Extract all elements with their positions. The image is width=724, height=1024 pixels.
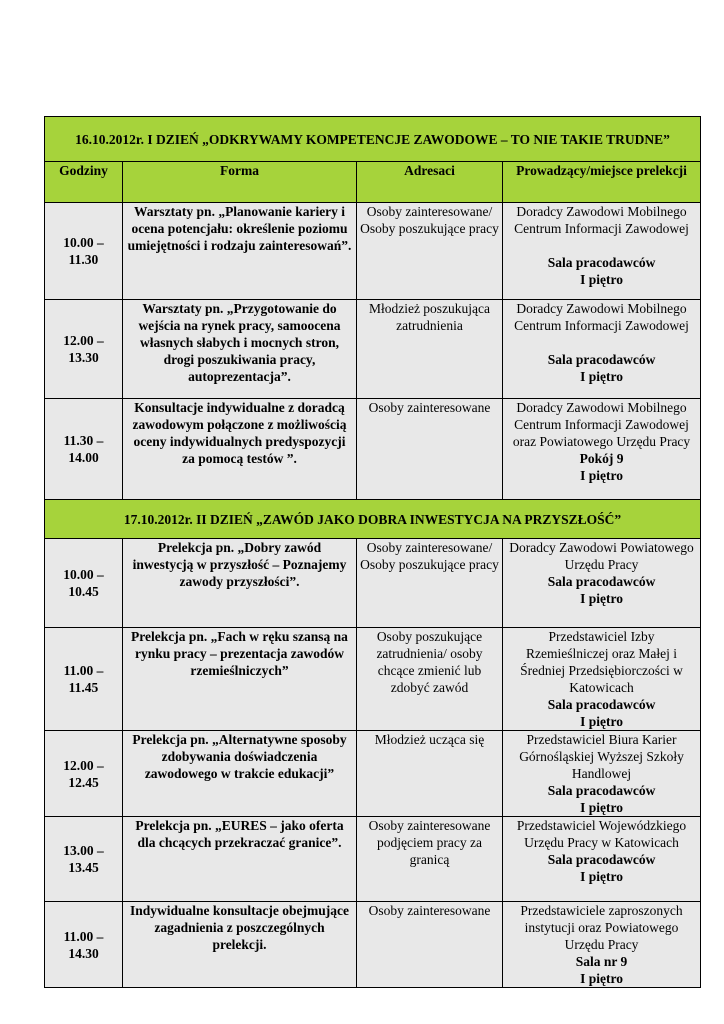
host-cell bbox=[503, 399, 701, 500]
time-cell: 11.00 – 11.45 bbox=[45, 628, 123, 731]
form-cell: Konsultacje indywidualne z doradcą zawodowym połączone z możliwością oceny indywidualnych predyspozycji za pomocą testów ”. bbox=[123, 399, 357, 500]
header-audience: Adresaci bbox=[357, 162, 503, 203]
room-text: Sala pracodawców bbox=[547, 255, 656, 270]
day2-header-row bbox=[45, 500, 701, 539]
host-cell bbox=[503, 628, 701, 731]
table-row bbox=[45, 902, 701, 988]
time-cell: 11.00 – 14.30 bbox=[45, 902, 123, 988]
schedule-table bbox=[44, 116, 701, 988]
form-cell: Prelekcja pn. „Alternatywne sposoby zdobywania doświadczenia zawodowego w trakcie edukacji” bbox=[123, 731, 357, 817]
table-row bbox=[45, 399, 701, 500]
form-cell: Prelekcja pn. „Fach w ręku szansą na rynku pracy – prezentacja zawodów rzemieślniczych” bbox=[123, 628, 357, 731]
form-cell: Indywidualne konsultacje obejmujące zagadnienia z poszczególnych prelekcji. bbox=[123, 902, 357, 988]
audience-cell: Osoby zainteresowane/ Osoby poszukujące pracy bbox=[357, 203, 503, 300]
form-cell: Warsztaty pn. „Planowanie kariery i ocena potencjału: określenie poziomu umiejętności i rodzaju zainteresowań”. bbox=[123, 203, 357, 300]
table-row bbox=[45, 628, 701, 731]
time-cell: 10.00 – 11.30 bbox=[45, 203, 123, 300]
audience-cell: Osoby zainteresowane/ Osoby poszukujące pracy bbox=[357, 539, 503, 628]
host-text: Przedstawiciel Wojewódzkiego Urzędu Pracy w Katowicach bbox=[516, 818, 687, 850]
floor-text: I piętro bbox=[580, 272, 623, 287]
audience-cell: Młodzież ucząca się bbox=[357, 731, 503, 817]
header-hours: Godziny bbox=[45, 162, 123, 203]
host-text: Przedstawiciel Biura Karier Górnośląskiej Wyższej Szkoły Handlowej bbox=[519, 732, 684, 781]
host-text: Doradcy Zawodowi Powiatowego Urzędu Pracy bbox=[509, 540, 694, 572]
day1-title: 16.10.2012r. I DZIEŃ „ODKRYWAMY KOMPETENCJE ZAWODOWE – TO NIE TAKIE TRUDNE” bbox=[45, 117, 701, 162]
form-cell: Prelekcja pn. „EURES – jako oferta dla chcących przekraczać granice”. bbox=[123, 817, 357, 902]
header-form: Forma bbox=[123, 162, 357, 203]
day2-title: 17.10.2012r. II DZIEŃ „ZAWÓD JAKO DOBRA INWESTYCJA NA PRZYSZŁOŚĆ” bbox=[45, 500, 701, 539]
table-row bbox=[45, 539, 701, 628]
host-text: Przedstawiciel Izby Rzemieślniczej oraz Małej i Średniej Przedsiębiorczości w Katowicach bbox=[520, 629, 683, 695]
host-text: Przedstawiciele zaproszonych instytucji oraz Powiatowego Urzędu Pracy bbox=[520, 903, 683, 952]
host-cell bbox=[503, 902, 701, 988]
host-cell bbox=[503, 203, 701, 300]
host-cell bbox=[503, 817, 701, 902]
audience-cell: Osoby zainteresowane bbox=[357, 902, 503, 988]
room-text: Sala pracodawców bbox=[547, 852, 656, 867]
host-cell bbox=[503, 539, 701, 628]
time-cell: 13.00 – 13.45 bbox=[45, 817, 123, 902]
table-row bbox=[45, 817, 701, 902]
table-row bbox=[45, 203, 701, 300]
form-cell: Prelekcja pn. „Dobry zawód inwestycją w przyszłość – Poznajemy zawody przyszłości”. bbox=[123, 539, 357, 628]
time-cell: 12.00 – 12.45 bbox=[45, 731, 123, 817]
form-cell: Warsztaty pn. „Przygotowanie do wejścia na rynek pracy, samoocena własnych słabych i mocnych stron, drogi poszukiwania pracy, autoprezentacja”. bbox=[123, 300, 357, 399]
host-cell bbox=[503, 731, 701, 817]
audience-cell: Osoby poszukujące zatrudnienia/ osoby chcące zmienić lub zdobyć zawód bbox=[357, 628, 503, 731]
room-text: Sala pracodawców bbox=[547, 352, 656, 367]
day1-header-row bbox=[45, 117, 701, 162]
room-text: Pokój 9 bbox=[579, 451, 624, 466]
host-cell bbox=[503, 300, 701, 399]
floor-text: I piętro bbox=[580, 714, 623, 729]
table-row bbox=[45, 731, 701, 817]
audience-cell: Młodzież poszukująca zatrudnienia bbox=[357, 300, 503, 399]
time-cell: 11.30 – 14.00 bbox=[45, 399, 123, 500]
floor-text: I piętro bbox=[580, 800, 623, 815]
floor-text: I piętro bbox=[580, 971, 623, 986]
room-text: Sala pracodawców bbox=[547, 783, 656, 798]
host-text: Doradcy Zawodowi Mobilnego Centrum Informacji Zawodowej oraz Powiatowego Urzędu Pracy bbox=[512, 400, 691, 449]
floor-text: I piętro bbox=[580, 869, 623, 884]
host-text: Doradcy Zawodowi Mobilnego Centrum Informacji Zawodowej bbox=[514, 301, 689, 333]
header-host: Prowadzący/miejsce prelekcji bbox=[503, 162, 701, 203]
column-header-row bbox=[45, 162, 701, 203]
time-cell: 10.00 – 10.45 bbox=[45, 539, 123, 628]
host-text: Doradcy Zawodowi Mobilnego Centrum Informacji Zawodowej bbox=[514, 204, 689, 236]
audience-cell: Osoby zainteresowane bbox=[357, 399, 503, 500]
room-text: Sala pracodawców bbox=[547, 574, 656, 589]
floor-text: I piętro bbox=[580, 369, 623, 384]
room-text: Sala pracodawców bbox=[547, 697, 656, 712]
room-text: Sala nr 9 bbox=[575, 954, 628, 969]
floor-text: I piętro bbox=[580, 468, 623, 483]
table-row bbox=[45, 300, 701, 399]
time-cell: 12.00 – 13.30 bbox=[45, 300, 123, 399]
audience-cell: Osoby zainteresowane podjęciem pracy za granicą bbox=[357, 817, 503, 902]
floor-text: I piętro bbox=[580, 591, 623, 606]
